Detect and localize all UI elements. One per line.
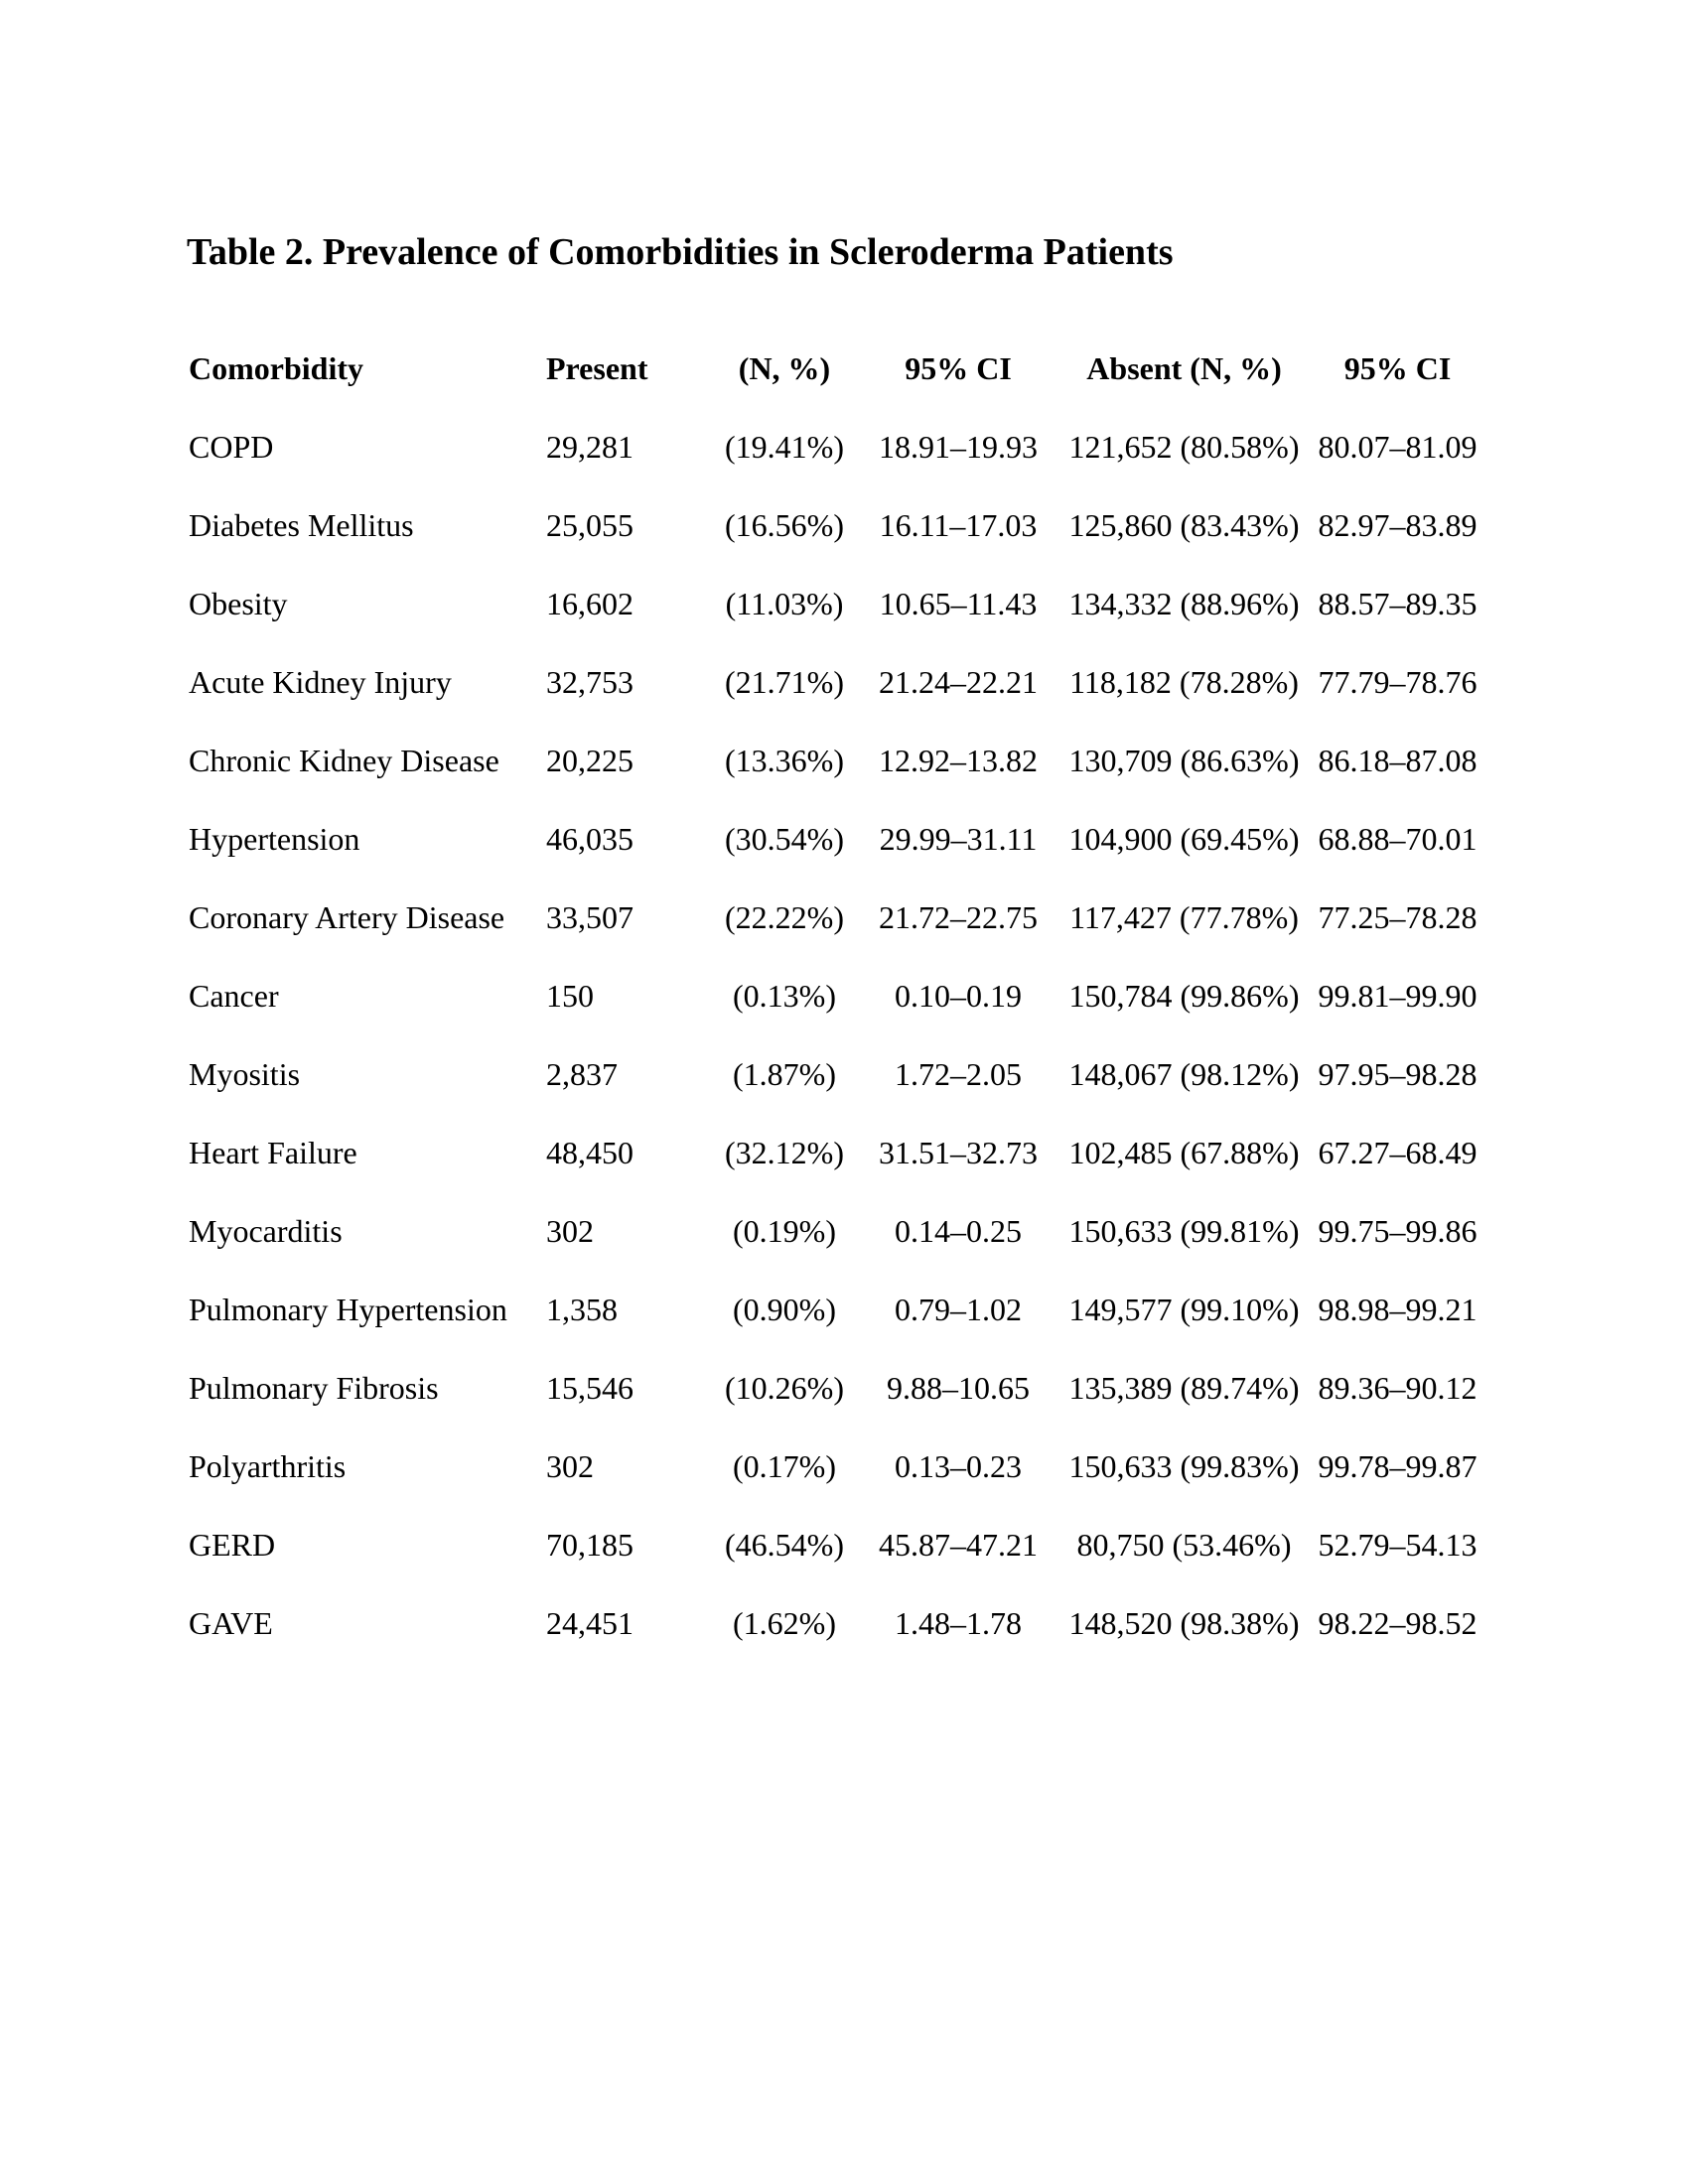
comorbidity-cell: GAVE [189,1604,273,1641]
value-cell: 134,332 (88.96%) [1068,585,1300,621]
value-cell: 25,055 [546,506,633,543]
value-cell: 102,485 (67.88%) [1068,1134,1300,1170]
value-cell: 29,281 [546,428,633,465]
comorbidity-cell: Heart Failure [189,1134,357,1170]
value-cell: 88.57–89.35 [1318,585,1477,621]
value-cell: 31.51–32.73 [879,1134,1038,1170]
comorbidity-cell: Chronic Kidney Disease [189,742,499,778]
value-cell: 21.24–22.21 [879,663,1038,700]
value-cell: (1.87%) [733,1055,836,1092]
value-cell: 70,185 [546,1526,633,1563]
value-cell: 9.88–10.65 [887,1369,1030,1406]
value-cell: (22.22%) [725,898,844,935]
value-cell: 24,451 [546,1604,633,1641]
value-cell: (46.54%) [725,1526,844,1563]
table-row [189,642,1489,721]
value-cell: 10.65–11.43 [879,585,1038,621]
value-cell: 12.92–13.82 [879,742,1038,778]
value-cell: 68.88–70.01 [1318,820,1477,857]
comorbidity-cell: GERD [189,1526,276,1563]
value-cell: 21.72–22.75 [879,898,1038,935]
value-cell: 77.79–78.76 [1318,663,1477,700]
value-cell: (16.56%) [725,506,844,543]
value-cell: (19.41%) [725,428,844,465]
value-cell: 67.27–68.49 [1318,1134,1477,1170]
value-cell: 117,427 (77.78%) [1069,898,1299,935]
table-row [189,1348,1489,1427]
value-cell: 1,358 [546,1291,618,1327]
value-cell: 0.13–0.23 [895,1447,1022,1484]
value-cell: 32,753 [546,663,633,700]
value-cell: 148,067 (98.12%) [1068,1055,1300,1092]
comorbidity-cell: COPD [189,428,274,465]
value-cell: (0.19%) [733,1212,836,1249]
comorbidity-cell: Myositis [189,1055,301,1092]
value-cell: 99.75–99.86 [1318,1212,1477,1249]
value-cell: 148,520 (98.38%) [1068,1604,1300,1641]
table-row [189,1505,1489,1583]
value-cell: 130,709 (86.63%) [1068,742,1300,778]
value-cell: 89.36–90.12 [1318,1369,1477,1406]
table-body [189,407,1489,1662]
value-cell: 0.79–1.02 [895,1291,1022,1327]
column-header: Comorbidity [189,349,363,386]
comorbidity-cell: Acute Kidney Injury [189,663,452,700]
table-row [189,1583,1489,1662]
value-cell: 80,750 (53.46%) [1076,1526,1292,1563]
value-cell: 82.97–83.89 [1318,506,1477,543]
value-cell: 80.07–81.09 [1318,428,1477,465]
table-row [189,799,1489,878]
value-cell: 86.18–87.08 [1318,742,1477,778]
value-cell: 98.98–99.21 [1318,1291,1477,1327]
table-row [189,564,1489,642]
value-cell: (32.12%) [725,1134,844,1170]
table-row [189,956,1489,1034]
value-cell: 150,633 (99.83%) [1068,1447,1300,1484]
table-header [189,329,1489,407]
value-cell: 45.87–47.21 [879,1526,1038,1563]
value-cell: 18.91–19.93 [879,428,1038,465]
table-title: Table 2. Prevalence of Comorbidities in Scleroderma Patients [187,231,1174,273]
column-header: Present [546,349,648,386]
table-row [189,407,1489,485]
value-cell: 29.99–31.11 [879,820,1038,857]
table-row [189,721,1489,799]
value-cell: 97.95–98.28 [1318,1055,1477,1092]
table-row [189,485,1489,564]
value-cell: (13.36%) [725,742,844,778]
value-cell: 1.48–1.78 [895,1604,1022,1641]
value-cell: 302 [546,1212,594,1249]
comorbidity-cell: Pulmonary Hypertension [189,1291,507,1327]
column-header: (N, %) [738,349,831,386]
value-cell: 1.72–2.05 [895,1055,1022,1092]
table-row [189,1113,1489,1191]
column-header: Absent (N, %) [1086,349,1282,386]
comorbidity-cell: Cancer [189,977,279,1014]
value-cell: 15,546 [546,1369,633,1406]
value-cell: (1.62%) [733,1604,836,1641]
value-cell: (10.26%) [725,1369,844,1406]
value-cell: 150,784 (99.86%) [1068,977,1300,1014]
table-row [189,1034,1489,1113]
value-cell: 125,860 (83.43%) [1068,506,1300,543]
comorbidity-cell: Hypertension [189,820,360,857]
value-cell: 48,450 [546,1134,633,1170]
comorbidity-cell: Coronary Artery Disease [189,898,505,935]
comorbidity-cell: Myocarditis [189,1212,343,1249]
header-row [189,329,1489,407]
value-cell: 302 [546,1447,594,1484]
value-cell: 16.11–17.03 [879,506,1038,543]
value-cell: 118,182 (78.28%) [1069,663,1299,700]
value-cell: 0.14–0.25 [895,1212,1022,1249]
table-row [189,878,1489,956]
value-cell: (0.17%) [733,1447,836,1484]
comorbidity-cell: Pulmonary Fibrosis [189,1369,439,1406]
value-cell: 135,389 (89.74%) [1068,1369,1300,1406]
value-cell: 99.78–99.87 [1318,1447,1477,1484]
table-row [189,1270,1489,1348]
comorbidity-cell: Obesity [189,585,288,621]
value-cell: 150,633 (99.81%) [1068,1212,1300,1249]
table-row [189,1191,1489,1270]
value-cell: 20,225 [546,742,633,778]
value-cell: 99.81–99.90 [1318,977,1477,1014]
value-cell: 77.25–78.28 [1318,898,1477,935]
value-cell: 16,602 [546,585,633,621]
value-cell: (11.03%) [725,585,844,621]
comorbidity-table [189,329,1489,1662]
value-cell: 150 [546,977,594,1014]
value-cell: 121,652 (80.58%) [1068,428,1300,465]
value-cell: 98.22–98.52 [1318,1604,1477,1641]
value-cell: 0.10–0.19 [895,977,1022,1014]
value-cell: (0.13%) [733,977,836,1014]
value-cell: 52.79–54.13 [1318,1526,1477,1563]
value-cell: 104,900 (69.45%) [1068,820,1300,857]
value-cell: 149,577 (99.10%) [1068,1291,1300,1327]
value-cell: 33,507 [546,898,633,935]
column-header: 95% CI [1343,349,1452,386]
comorbidity-cell: Diabetes Mellitus [189,506,414,543]
value-cell: (21.71%) [725,663,844,700]
value-cell: (0.90%) [733,1291,836,1327]
value-cell: 46,035 [546,820,633,857]
value-cell: 2,837 [546,1055,618,1092]
column-header: 95% CI [905,349,1012,386]
table-row [189,1427,1489,1505]
value-cell: (30.54%) [725,820,844,857]
comorbidity-cell: Polyarthritis [189,1447,347,1484]
